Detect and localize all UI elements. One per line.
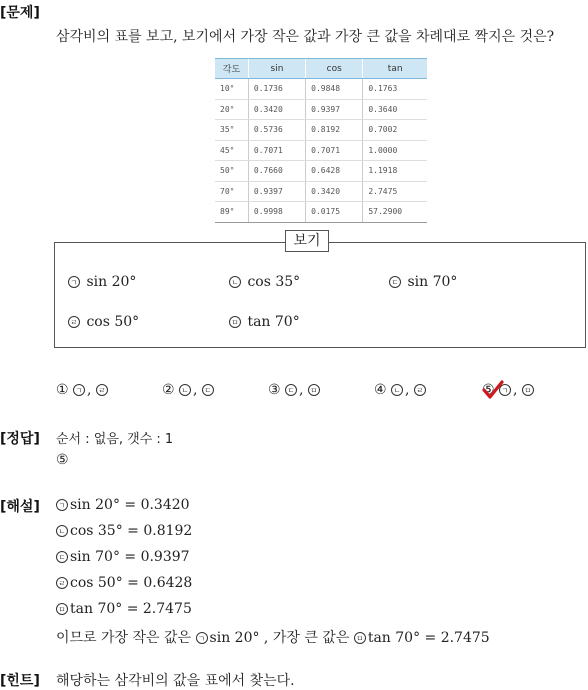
- cell-tan: 1.0000: [363, 140, 427, 161]
- header-cos: cos: [306, 59, 363, 79]
- table-row: [215, 79, 427, 100]
- bogi-title: 보기: [285, 230, 329, 252]
- conclusion-max-expr: tan 70° = 2.7475: [367, 630, 490, 646]
- explanation-conclusion: [56, 627, 490, 647]
- choice-number: ⑤: [482, 382, 495, 398]
- bogi-item-expr: sin 20°: [86, 274, 137, 290]
- bogi-box: [54, 242, 586, 348]
- answer-meta: 순서 : 없음, 갯수 : 1: [56, 432, 174, 447]
- cell-sin: 0.7660: [248, 161, 305, 182]
- explanation-label: [해설]: [0, 499, 40, 515]
- cell-angle: 10°: [215, 79, 248, 100]
- choice-number: ④: [374, 382, 387, 398]
- explanation-mark: ㄴ: [56, 525, 68, 537]
- cell-tan: 2.7475: [363, 181, 427, 202]
- bogi-item-expr: sin 70°: [407, 274, 458, 290]
- hint-label: [힌트]: [0, 673, 40, 689]
- bogi-item: [68, 314, 139, 330]
- bogi-item-mark: ㄷ: [389, 276, 401, 288]
- cell-tan: 0.3640: [363, 99, 427, 120]
- conclusion-max-mark: ㅁ: [354, 632, 366, 644]
- choice-mark-a: ㄱ: [73, 384, 85, 396]
- explanation-line: [56, 549, 190, 565]
- choice-number: ①: [56, 382, 69, 398]
- explanation-mark: ㅁ: [56, 603, 68, 615]
- choice-5[interactable]: ⑤ ㄱ , ㅁ: [482, 382, 536, 398]
- table-row: [215, 140, 427, 161]
- explanation-line: [56, 497, 190, 513]
- cell-angle: 70°: [215, 181, 248, 202]
- explanation-expr: tan 70° = 2.7475: [70, 601, 192, 617]
- cell-cos: 0.9397: [306, 99, 363, 120]
- choice-number: ③: [268, 382, 281, 398]
- bogi-item: [68, 274, 136, 290]
- explanation-expr: cos 50° = 0.6428: [70, 575, 193, 591]
- cell-tan: 0.7002: [363, 120, 427, 141]
- cell-angle: 89°: [215, 202, 248, 223]
- choice-mark-b: ㅁ: [522, 384, 534, 396]
- trig-table: [215, 58, 427, 223]
- cell-tan: 57.2900: [363, 202, 427, 223]
- cell-sin: 0.9998: [248, 202, 305, 223]
- cell-sin: 0.1736: [248, 79, 305, 100]
- cell-angle: 50°: [215, 161, 248, 182]
- explanation-mark: ㄷ: [56, 551, 68, 563]
- bogi-item-mark: ㅁ: [229, 316, 241, 328]
- choice-mark-b: ㄹ: [96, 384, 108, 396]
- explanation-line: [56, 601, 192, 617]
- conclusion-middle: , 가장 큰 값은: [259, 630, 354, 646]
- choice-mark-a: ㄷ: [285, 384, 297, 396]
- cell-cos: 0.9848: [306, 79, 363, 100]
- choice-number: ②: [162, 382, 175, 398]
- header-sin: sin: [248, 59, 305, 79]
- cell-sin: 0.9397: [248, 181, 305, 202]
- explanation-line: [56, 575, 192, 591]
- cell-angle: 45°: [215, 140, 248, 161]
- question-text: 삼각비의 표를 보고, 보기에서 가장 작은 값과 가장 큰 값을 차례대로 짝지은 것은?: [56, 29, 555, 45]
- choice-mark-b: ㅁ: [308, 384, 320, 396]
- cell-tan: 1.1918: [363, 161, 427, 182]
- explanation-expr: cos 35° = 0.8192: [70, 523, 193, 539]
- bogi-item-mark: ㄱ: [68, 276, 80, 288]
- explanation-line: [56, 523, 192, 539]
- table-row: [215, 99, 427, 120]
- bogi-item: [229, 314, 300, 330]
- header-angle: 각도: [215, 59, 248, 79]
- cell-cos: 0.6428: [306, 161, 363, 182]
- choice-mark-a: ㄴ: [179, 384, 191, 396]
- choice-2[interactable]: ② ㄴ , ㄷ: [162, 382, 216, 398]
- choice-mark-a: ㄴ: [391, 384, 403, 396]
- bogi-item-expr: cos 50°: [86, 314, 140, 330]
- bogi-item: [229, 274, 300, 290]
- cell-cos: 0.7071: [306, 140, 363, 161]
- cell-sin: 0.7071: [248, 140, 305, 161]
- checkmark-icon: [482, 380, 504, 400]
- cell-cos: 0.0175: [306, 202, 363, 223]
- problem-label: [문제]: [0, 5, 40, 21]
- answer-value: ⑤: [56, 452, 69, 468]
- explanation-expr: sin 20° = 0.3420: [70, 497, 190, 513]
- bogi-item: [389, 274, 457, 290]
- bogi-item-expr: cos 35°: [247, 274, 301, 290]
- cell-cos: 0.8192: [306, 120, 363, 141]
- cell-angle: 20°: [215, 99, 248, 120]
- cell-tan: 0.1763: [363, 79, 427, 100]
- cell-sin: 0.5736: [248, 120, 305, 141]
- header-tan: tan: [363, 59, 427, 79]
- explanation-expr: sin 70° = 0.9397: [70, 549, 190, 565]
- answer-label: [정답]: [0, 431, 40, 447]
- table-row: [215, 161, 427, 182]
- bogi-item-mark: ㄴ: [229, 276, 241, 288]
- table-row: [215, 120, 427, 141]
- cell-cos: 0.3420: [306, 181, 363, 202]
- table-header-row: [215, 59, 427, 79]
- table-row: [215, 202, 427, 223]
- choice-mark-a: ㄱ: [499, 384, 511, 396]
- choice-mark-b: ㄹ: [414, 384, 426, 396]
- conclusion-min-expr: sin 20°: [209, 630, 260, 646]
- bogi-item-mark: ㄹ: [68, 316, 80, 328]
- table-row: [215, 181, 427, 202]
- choice-1[interactable]: ① ㄱ , ㄹ: [56, 382, 110, 398]
- cell-angle: 35°: [215, 120, 248, 141]
- choice-4[interactable]: ④ ㄴ , ㄹ: [374, 382, 428, 398]
- choice-3[interactable]: ③ ㄷ , ㅁ: [268, 382, 322, 398]
- conclusion-min-mark: ㄱ: [196, 632, 208, 644]
- explanation-mark: ㄱ: [56, 499, 68, 511]
- hint-text: 해당하는 삼각비의 값을 표에서 찾는다.: [56, 673, 295, 689]
- choice-mark-b: ㄷ: [202, 384, 214, 396]
- conclusion-prefix: 이므로 가장 작은 값은: [56, 630, 196, 646]
- explanation-mark: ㄹ: [56, 577, 68, 589]
- bogi-item-expr: tan 70°: [247, 314, 300, 330]
- cell-sin: 0.3420: [248, 99, 305, 120]
